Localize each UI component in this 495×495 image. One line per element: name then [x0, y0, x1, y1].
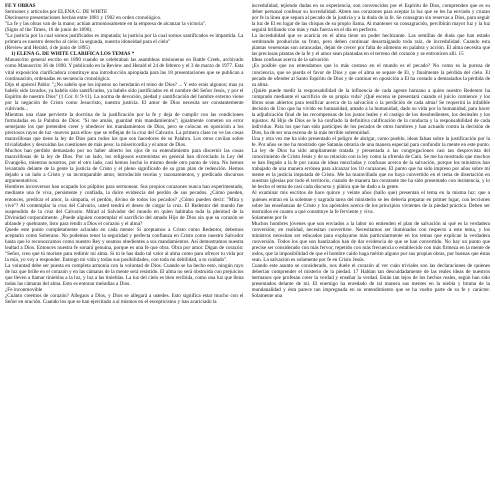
paragraph: "La justicia por la cual somos justificados es imputada; la justicia por la cual somos santificados es impartida. La primera es nuestro derecho al cielo; la segunda, nuestra idoneidad para el cielo": [5, 33, 244, 46]
paragraph: Diecinueve presentaciones hechas entre 1881 y 1902 en orden cronológico.: [5, 15, 162, 22]
paragraph: Dijo el apóstol Pablo: "¿No sabéis que los injustos no heredarán el reino de Dios? ... Y esto erais algunos; mas ya habéis sido lavados, ya habéis sido santificados, ya habéis sido justificados en el nombre del Señor Jesús, y por el Espíritu de nuestro Dios" (1 Cor. 6: 9-11). La norma de devoción, piedad y santificación del hombre externo viene por la negación de Cristo como Jesucristo, nuestra justicia. El amor de Dios necesita ser constantemente cultivado...: [5, 81, 244, 112]
paragraph: Ideas confusas acerca de la salvación: [251, 57, 329, 64]
paragraph: Sermones y artículos por ELENA G. DE WHITE: [5, 9, 108, 16]
paragraph: La incredulidad que se acaricia en el alma tiene un poder hechizante. Las semillas de duda que han estado sembrando producirán su fruto, pero deben continuar desarraigando toda raíz, de incredulidad. Cuando esta plantas venenosas son arrancadas, dejan de crecer por falta de alimento en palabra y acción. El alma necesita que las preciosas plantas de la fe y el amor sean plantadas en el terreno del corazón y se entronicen allí. 15: [251, 33, 490, 58]
paragraph: incredulidad, tejiendo dudas en su experiencia, son convencidos por el Espíritu de Dios, comprenden que es su deber personal confesar su incredulidad. Abren sus corazones para aceptar la luz que se les ha enviado y cruzan por fe la línea que separa al pecado de la justicia y a la duda de la fe. Se consagran sin reservas a Dios, para seguir la luz de El en lugar de las chispas de su propio llama. Al mantener su consagración, percibirán mayor luz y la luz seguirá brillando con más y más fuerza en el día en perfecto.: [251, 3, 490, 34]
paragraph: Solamente por fe: [251, 214, 287, 221]
left-column: [5, 3, 244, 492]
paragraph: Quede este punto completamente aclarado en cada mente: Si aceptamos a Cristo como Redentor, debemos aceptarlo como Soberano. No podemos tener la seguridad y perfecta confianza en Cristo como nuestro Salvador hasta que lo reconozcamos como nuestro Rey y seamos obedientes a sus mandamientos. Así demostramos nuestra lealtad a Dios. Entonces nuestra fe sonará genuina, porque es una fe que obra. Obra por amor. Digan de corazón: "Señor, creo que tú moriste para redimir mi alma. Si tú le has dado tal valor al alma como para ofrecer tu vida por la mía, yo voy a responder. Entrego mi vida y todas sus posibilidades, con toda mi debilidad, a tu cuidado".: [5, 226, 244, 263]
heading: FE Y OBRAS: [5, 3, 36, 9]
paragraph: Una y otra vez me ha sido presentado el peligro de abrigar, como pueblo, ideas falsas sobre la justificación por la fe. Por años se me ha mostrado que Satanás obraría de una manera especial para confundir la mente en este punto. La ley de Dios ha sido ampliamente tratada y presentada a las congregaciones casi tan desprovista del conocimiento de Cristo Jesús y de su relación con la ley como la ofrenda de Caín. Se me ha mostrado que muchos se han llegado a la fe por causa de ideas mezcladas y confusas acerca de la salvación, porque los ministros han trabajado de una manera errónea para alcanzar los 10 corazones. El punto que ha sido impreso por años sobre mi mente es la justicia imputada de Cristo. Me ha maravillado que no haya convertido en el tema de disertación en nuestras iglesias por todo el territorio, cuando de manera tan constante me ha sido presentado con insistencia, y lo he hecho el tema de casi cada discurso y plática que he dado a la gente.: [251, 136, 490, 191]
paragraph: Mientras una clase pervierte la doctrina de la justificación por la fe y deja de cumplir con las condiciones formuladas en la Palabra de Dios: "Si me amáis, guardad mis mandamientos"; igualmente cometen un error semejante los que pretenden creer y obedecer los mandamientos de Dios, pero se colocan en oposición a los preciosos rayos de luz -nuevos para ellos- que se reflejan de la cruz del Calvario. La primera clase no ve las cosas maravillosas que tiene la ley de Dios para todos los que son hacedores de su Palabra. Los otros cavilan sobre trivialidades y descuidan las cuestiones de más peso: la misericordia y el amor de Dios.: [5, 111, 244, 149]
paragraph: ¿Cuánto creemos de corazón? Allegaos a Dios, y Dios se allegará a ustedes. Esto significa estar mucho con el Señor en oración. Cuando los que se han ejercitado a sí mismos en el escepticismo y han acariciado la: [5, 293, 244, 306]
paragraph: (Review and Herald, 4 de junio de 1895): [5, 45, 90, 52]
subheading: 1) ELENA G. DE WHITE CLARIFICA LOS TEMAS *: [11, 51, 135, 58]
paragraph: Manuscrito general escrito en 1890 cuando se celebraban las asambleas misioneras en Battle Creek, archivado como Manuscrito 36 de 1890. Y publicado en la Review and Herald el 24 de febrero y el 3 de marzo de 1977. Esta vital exposición clarificadora constituye una introducción apropiada para las 18 presentaciones que se publican a continuación, ordenadas en secuencia cronológica.: [5, 57, 244, 82]
paragraph: Muchos hombres jóvenes que son enviados a la labor no entienden el plan de salvación ni qué es la verdadera conversión; en realidad, necesitan convertirse. Necesitamos ser iluminados con respecto a este tema, y los ministros necesitan ser educados para explayarse más particularmente en los temas que explican la verdadera conversión. Todos los que son bautizados han de dar evidencia de que se han convertido. No hay un punto que precise ser considerado con más fervor, repetido con más frecuencia o establecido con más firmeza en la mente de todos, que la imposibilidad de que el hombre caído haga mérito alguno por sus propias obras, por buenas que éstas sean. La salvación es solamente por fe en Cristo Jesús.: [251, 220, 490, 263]
paragraph: ¿Fe inconmovible: [5, 287, 43, 294]
paragraph: "La fe y las obras van de la mano; actúan armoniosamente en la empresa de alcanzar la victoria".: [5, 21, 207, 28]
paragraph: Cuando este asunto se considerado, nos duele el corazón al ver cuán triviales son las declaraciones de quienes deberían comprender el misterio de la piedad. 17 Hablan tan descuidadamente de las reales ideas de nuestros hermanos que profesan creer la verdad y enseñar la verdad. Están tan lejos de los hechos reales, según han sido presentados delante de mí. El enemigo ha enredado de tal manera sus mentes en la niebla y bruma de la mundanalidad y ésta parece tan impregnada en su entendimiento que se ha vuelto parte de su fe y carácter. Solamente una: [251, 263, 490, 300]
paragraph: La voluntad debe ser puesta en completa armonía con la voluntad de Dios. Cuando se ha hecho esto, ningún rayo de luz que brille en el corazón y en las cámaras de la mente será resistido. El alma no será obstruida con prejuicios que lleven a llamar tinieblas a la luz, y luz a las tinieblas. La luz del cielo es bien recibida, como una luz que llena todas las cámaras del alma. Esto es entonar melodías a Dios.: [5, 263, 244, 288]
paragraph: ¿Es posible que no entendamos que lo más costoso en el mundo es el pecado? No como es la pureza de conciencia, que se pierda el favor de Dios y que el alma se separe de El, y finalmente la pérdida del cielo. El pecado de ofender al Santo Espíritu de Dios y de caminar en oposición a El ha costado a demasiados la pérdida de su alma.: [251, 63, 490, 88]
paragraph: Muchos han perdido demasiado por no haber abierto los ojos de su entendimiento para discernir las cosas maravillosas de la ley de Dios. Por un lado, los religiosos extremistas en general han divorciado la Ley del Evangelio, mientras nosotros, por el otro lado, casi hemos hecho lo mismo desde otro punto de vista. No hemos levantado delante de la gente la justicia de Cristo y el pleno significado de su gran plan de redención. Hemos dejado a un lado a Cristo y su incomparable amor, introducido teorías y razonamientos, y predicado discursos argumentativos.: [5, 148, 244, 185]
paragraph: Al examinar mis escritos de hace quince y veinte años (hallo que) presentan el tema en la misma luz: que a quienes entran en la solemne y sagrada tarea del ministerio se les debería preparar en primer lugar, con lecciones sobre las enseñanzas de Cristo y los apóstoles acerca de los principios vivientes de la piedad práctica. Deben ser instruidos en cuanto a qué constituye la fe ferviente y viva.: [251, 190, 490, 215]
paragraph: ¿Quién puede medir la responsabilidad de la influencia de cada agente humano a quien nuestro Redentor ha comprado mediante el sacrificio de su propia vida? ¡Qué escena se presentará cuando el juicio comience y los libros sean abiertos para testificar acerca de la salvación o la perdición de cada alma! Se requerirá la infalible decisión de Uno que ha vivido en humanidad, amado a la humanidad, dado su vida por la humanidad, para hacer la adjudicación final de las recompensas de los justos leales y el castigo de los desobedientes, los desleales y los injustos. Al Hijo de Dios se le ha confiado la definitiva calificación de la conducta y la responsabilidad de cada individuo. Para los que han sido partícipes de los pecados de otros hombres y han actuado contra la decisión de Dios, ha de ser una escena de la más terrible solemnidad.: [251, 87, 490, 136]
paragraph: Hombres inconversos han ocupado los púlpitos para sermonear. Sus propios corazones nunca han experimentado, mediante una fe viva, persistente y confiada, la dulce evidencia del perdón de sus pecados. ¿Cómo pueden, entonces, predicar el amor, la simpatía, el perdón, divino de todos los pecados? ¿Cómo pueden decir: "Mira y vive"? Al contemplar la cruz del Calvario, usted tendrá el deseo de cargar la cruz. El Redentor del mundo fue suspendido de la cruz del Calvario. Mirad al Salvador del mundo en quien habitaba toda la plenitud de la Divinidad corporalmente. ¿Puede alguien contemplar el sacrificio del amado Hijo de Dios sin que su corazón se ablande y quebrante, listo para rendir a Dios el corazón y el alma?: [5, 184, 244, 227]
right-column: [252, 3, 491, 492]
paragraph: (Signs of the Times, 16 de junio de 1890).: [5, 27, 93, 34]
